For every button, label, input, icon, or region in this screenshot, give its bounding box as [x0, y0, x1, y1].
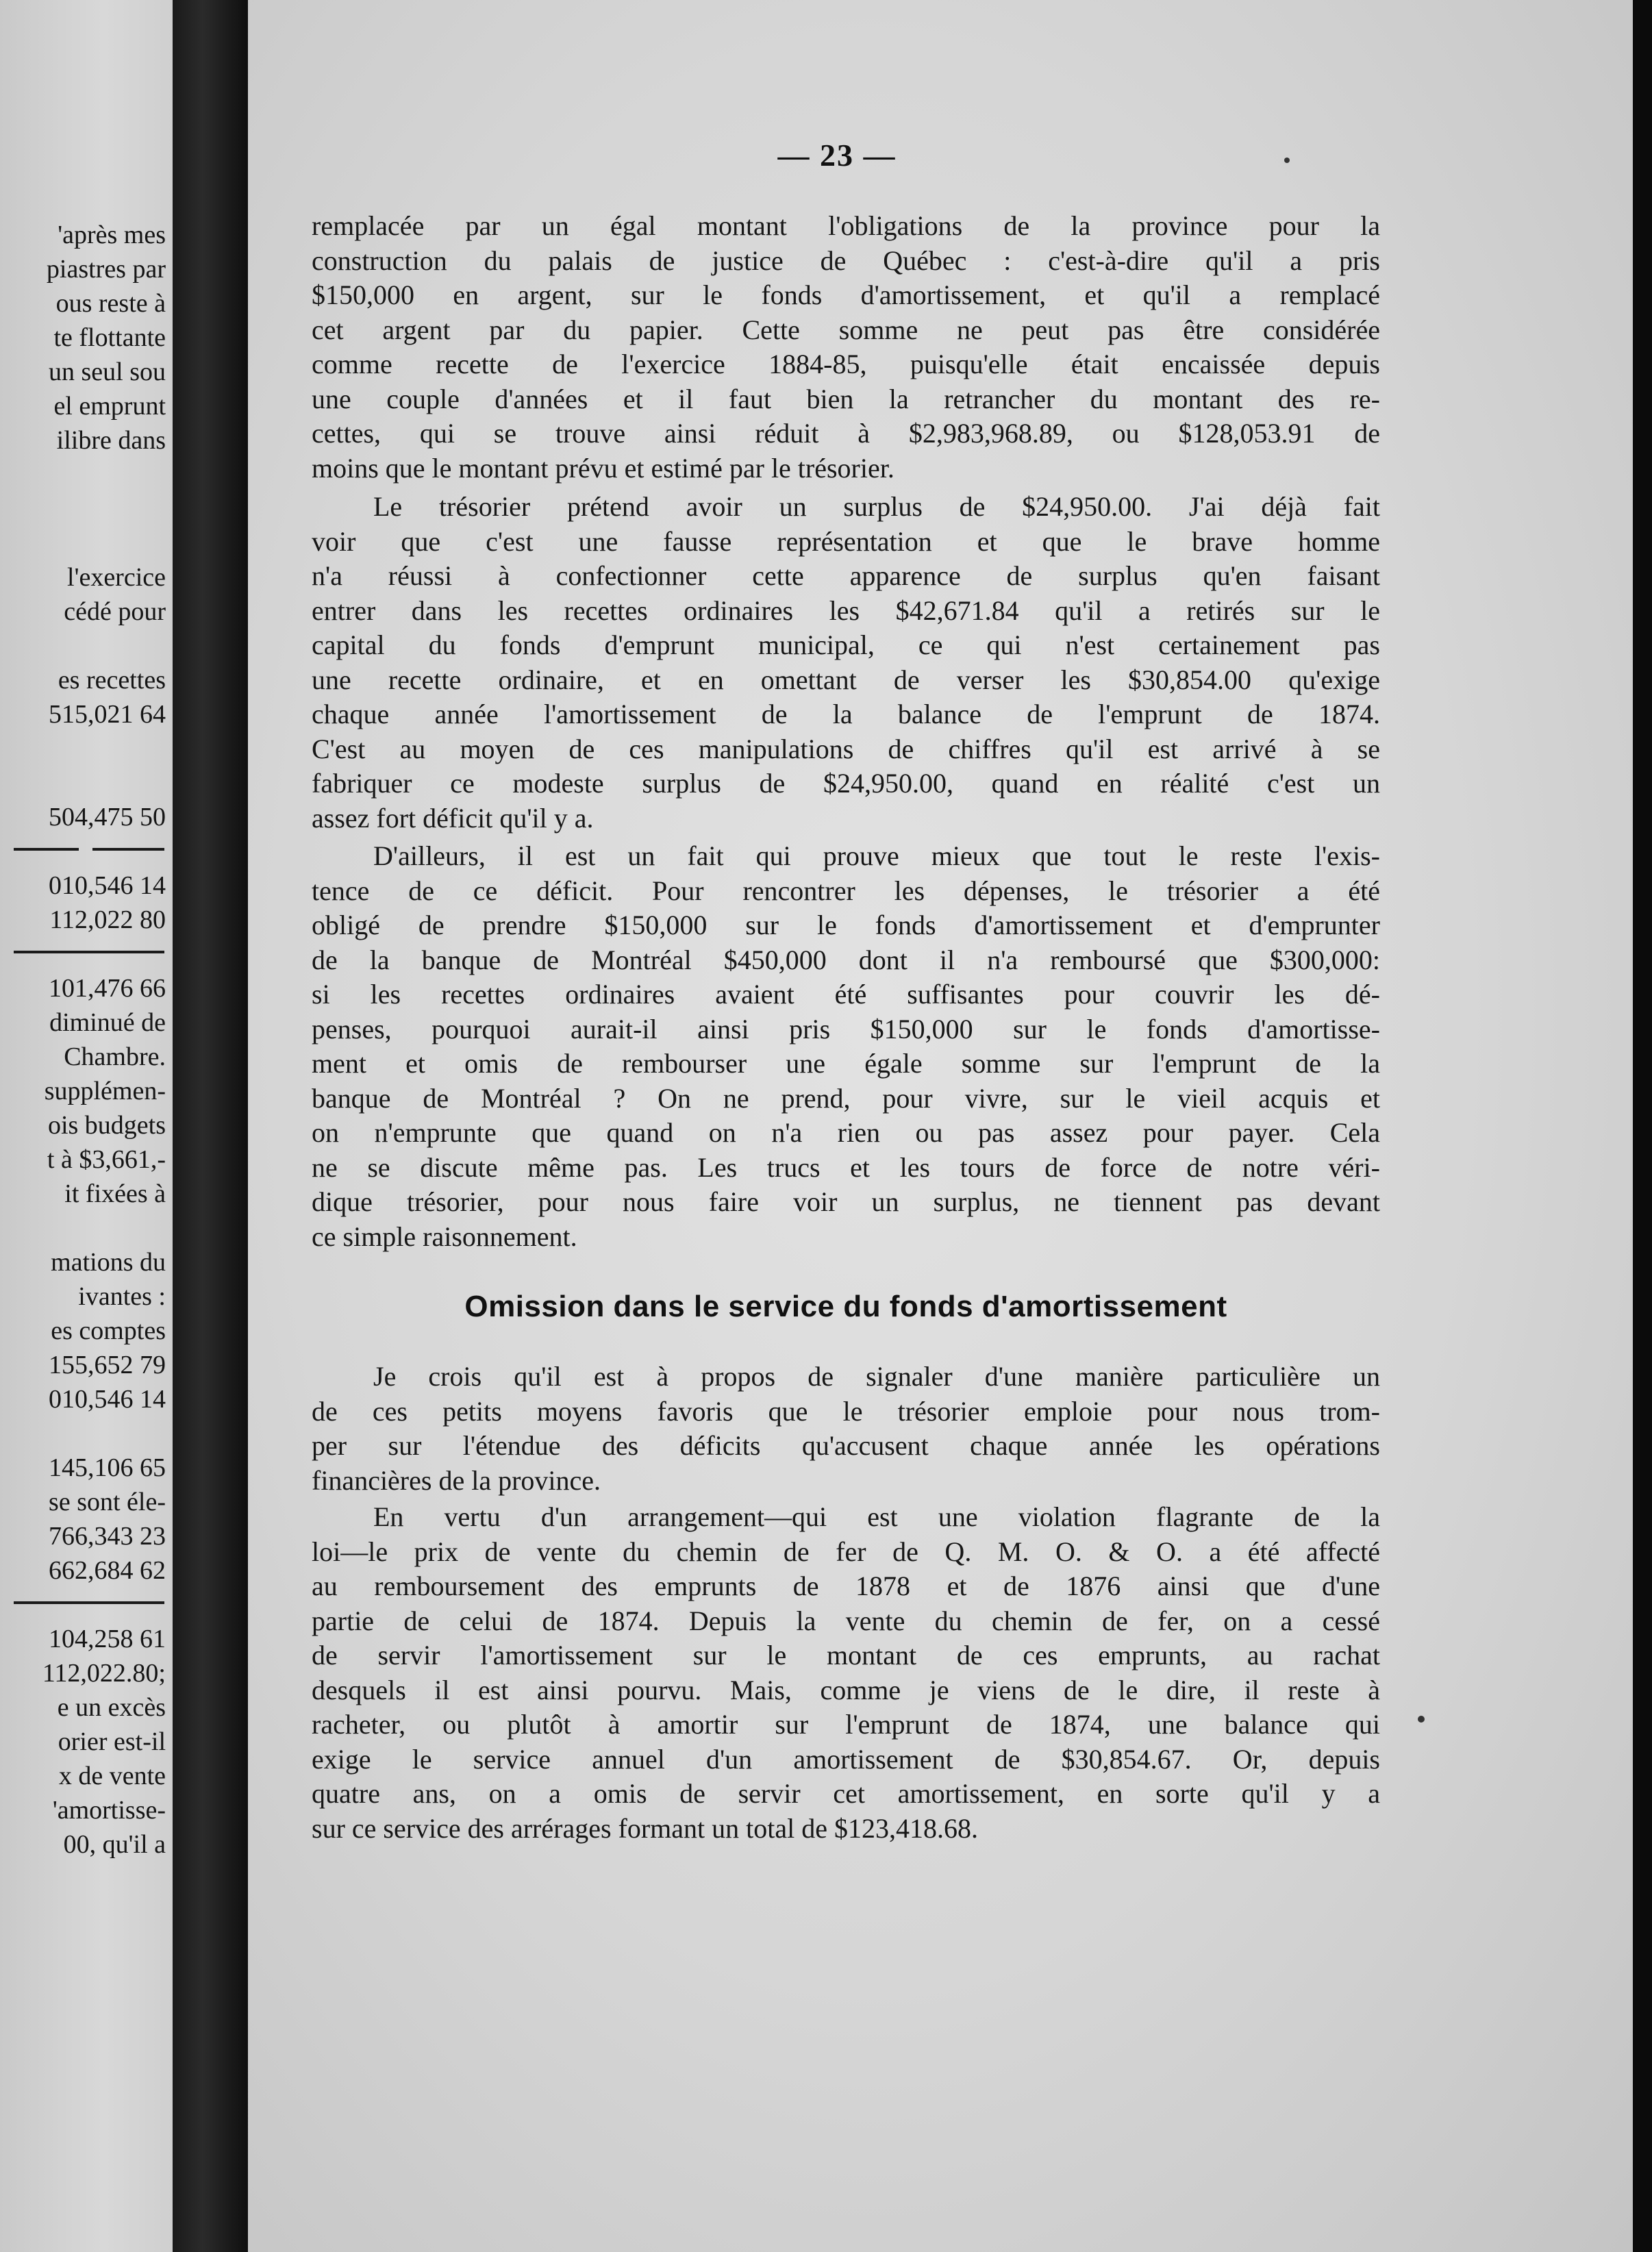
body-text-line: de servir l'amortissement sur le montant de ces emprunts, au rachat	[312, 1640, 1380, 1671]
left-page-line: 112,022 80	[49, 905, 166, 934]
section-heading: Omission dans le service du fonds d'amortissement	[464, 1290, 1227, 1323]
left-page-line: 010,546 14	[49, 1385, 166, 1414]
left-page-line: ilibre dans	[56, 426, 166, 455]
body-text-line: dique trésorier, pour nous faire voir un surplus, ne tiennent pas devant	[312, 1186, 1380, 1217]
body-text-line: construction du palais de justice de Québec : c'est-à-dire qu'il a pris	[312, 245, 1380, 276]
left-page-line: cédé pour	[64, 597, 166, 626]
left-page-line: l'exercice	[67, 563, 166, 592]
body-text-line: obligé de prendre $150,000 sur le fonds d'amortissement et d'emprunter	[312, 910, 1380, 940]
left-page-line: es comptes	[51, 1316, 166, 1345]
body-text-line: quatre ans, on a omis de servir cet amortissement, en sorte qu'il y a	[312, 1778, 1380, 1809]
left-page-line: 00, qu'il a	[63, 1830, 166, 1859]
body-text-line: au remboursement des emprunts de 1878 et de 1876 ainsi que d'une	[312, 1571, 1380, 1601]
body-text-line: ment et omis de rembourser une égale somme sur l'emprunt de la	[312, 1048, 1380, 1079]
body-text-line: D'ailleurs, il est un fait qui prouve mieux que tout le reste l'exis-	[373, 840, 1380, 871]
left-page-line: 'amortisse-	[52, 1796, 166, 1825]
left-page-line: 112,022.80;	[42, 1659, 166, 1688]
left-page-line: 145,106 65	[49, 1453, 166, 1482]
left-page-line: 662,684 62	[49, 1556, 166, 1585]
body-text-line: $150,000 en argent, sur le fonds d'amortissement, et qu'il a remplacé	[312, 279, 1380, 310]
left-page-line: mations du	[51, 1248, 166, 1277]
body-text-line: de la banque de Montréal $450,000 dont il n'a remboursé que $300,000:	[312, 944, 1380, 975]
body-text-line: exige le service annuel d'un amortissement de $30,854.67. Or, depuis	[312, 1744, 1380, 1775]
left-page-line: supplémen-	[44, 1077, 166, 1105]
left-page-line: e un excès	[57, 1693, 166, 1722]
left-page-line: 101,476 66	[49, 974, 166, 1003]
left-facing-page	[0, 0, 173, 2252]
body-text-line: une couple d'années et il faut bien la retrancher du montant des re-	[312, 384, 1380, 414]
body-text-line: C'est au moyen de ces manipulations de chiffres qu'il est arrivé à se	[312, 734, 1380, 764]
left-page-line: 515,021 64	[49, 700, 166, 729]
body-text-line: assez fort déficit qu'il y a.	[312, 803, 594, 834]
left-page-line: diminué de	[49, 1008, 166, 1037]
body-text-line: voir que c'est une fausse représentation et que le brave homme	[312, 526, 1380, 557]
book-gutter	[173, 0, 248, 2252]
left-page-line: ois budgets	[47, 1111, 166, 1140]
body-text-line: loi—le prix de vente du chemin de fer de Q. M. O. & O. a été affecté	[312, 1536, 1380, 1567]
body-text-line: comme recette de l'exercice 1884-85, puisqu'elle était encaissée depuis	[312, 349, 1380, 379]
body-text-line: banque de Montréal ? On ne prend, pour vivre, sur le vieil acquis et	[312, 1083, 1380, 1114]
left-page-line: se sont éle-	[49, 1488, 166, 1516]
body-text-line: ce simple raisonnement.	[312, 1221, 577, 1252]
body-text-line: ne se discute même pas. Les trucs et les tours de force de notre véri-	[312, 1152, 1380, 1183]
left-page-rule	[14, 1601, 164, 1604]
body-text-line: entrer dans les recettes ordinaires les $42,671.84 qu'il a retirés sur le	[312, 595, 1380, 626]
left-page-line: t à $3,661,-	[47, 1145, 166, 1174]
body-text-line: sur ce service des arrérages formant un total de $123,418.68.	[312, 1813, 978, 1844]
body-text-line: remplacée par un égal montant l'obligations de la province pour la	[312, 210, 1380, 241]
body-text-line: Je crois qu'il est à propos de signaler d'une manière particulière un	[373, 1361, 1380, 1392]
left-page-line: 010,546 14	[49, 871, 166, 900]
left-page-line: ivantes :	[78, 1282, 166, 1311]
body-text-line: fabriquer ce modeste surplus de $24,950.00, quand en réalité c'est un	[312, 768, 1380, 799]
body-text-line: per sur l'étendue des déficits qu'accusent chaque année les opérations	[312, 1430, 1380, 1461]
left-page-line: un seul sou	[49, 358, 166, 386]
body-text-line: tence de ce déficit. Pour rencontrer les dépenses, le trésorier a été	[312, 875, 1380, 906]
left-page-line: te flottante	[53, 323, 166, 352]
body-text-line: cet argent par du papier. Cette somme ne peut pas être considérée	[312, 314, 1380, 345]
left-page-rule	[14, 951, 164, 953]
left-page-line: piastres par	[46, 255, 166, 284]
body-text-line: Le trésorier prétend avoir un surplus de $24,950.00. J'ai déjà fait	[373, 491, 1380, 522]
body-text-line: financières de la province.	[312, 1465, 601, 1496]
body-text-line: En vertu d'un arrangement—qui est une violation flagrante de la	[373, 1501, 1380, 1532]
left-page-line: el emprunt	[53, 392, 166, 421]
body-text-line: penses, pourquoi aurait-il ainsi pris $150,000 sur le fonds d'amortisse-	[312, 1014, 1380, 1044]
body-text-line: de ces petits moyens favoris que le trésorier emploie pour nous trom-	[312, 1396, 1380, 1427]
left-page-line: orier est-il	[58, 1727, 166, 1756]
left-page-line: Chambre.	[64, 1042, 166, 1071]
body-text-line: cettes, qui se trouve ainsi réduit à $2,983,968.89, ou $128,053.91 de	[312, 418, 1380, 449]
body-text-line: capital du fonds d'emprunt municipal, ce qui n'est certainement pas	[312, 629, 1380, 660]
body-text-line: moins que le montant prévu et estimé par le trésorier.	[312, 453, 894, 484]
left-page-line: es recettes	[58, 666, 166, 695]
left-page-rule	[92, 848, 164, 851]
ink-speck	[1284, 158, 1290, 163]
body-text-line: une recette ordinaire, et en omettant de verser les $30,854.00 qu'exige	[312, 664, 1380, 695]
left-page-line: 504,475 50	[49, 803, 166, 831]
left-page-line: 104,258 61	[49, 1625, 166, 1653]
body-text-line: desquels il est ainsi pourvu. Mais, comme je viens de le dire, il reste à	[312, 1675, 1380, 1705]
page-number: — 23 —	[777, 138, 897, 173]
body-text-line: chaque année l'amortissement de la balance de l'emprunt de 1874.	[312, 699, 1380, 729]
body-text-line: n'a réussi à confectionner cette apparence de surplus qu'en faisant	[312, 560, 1380, 591]
left-page-line: it fixées à	[64, 1179, 166, 1208]
left-page-line: ous reste à	[55, 289, 166, 318]
left-page-line: 155,652 79	[49, 1351, 166, 1379]
body-text-line: racheter, ou plutôt à amortir sur l'emprunt de 1874, une balance qui	[312, 1709, 1380, 1740]
left-page-line: x de vente	[58, 1762, 166, 1790]
ink-speck	[1418, 1716, 1425, 1723]
body-text-line: si les recettes ordinaires avaient été suffisantes pour couvrir les dé-	[312, 979, 1380, 1010]
body-text-line: on n'emprunte que quand on n'a rien ou pas assez pour payer. Cela	[312, 1117, 1380, 1148]
body-text-line: partie de celui de 1874. Depuis la vente du chemin de fer, on a cessé	[312, 1605, 1380, 1636]
left-page-line: 766,343 23	[49, 1522, 166, 1551]
left-page-rule	[14, 848, 79, 851]
left-page-line: 'après mes	[58, 221, 166, 249]
